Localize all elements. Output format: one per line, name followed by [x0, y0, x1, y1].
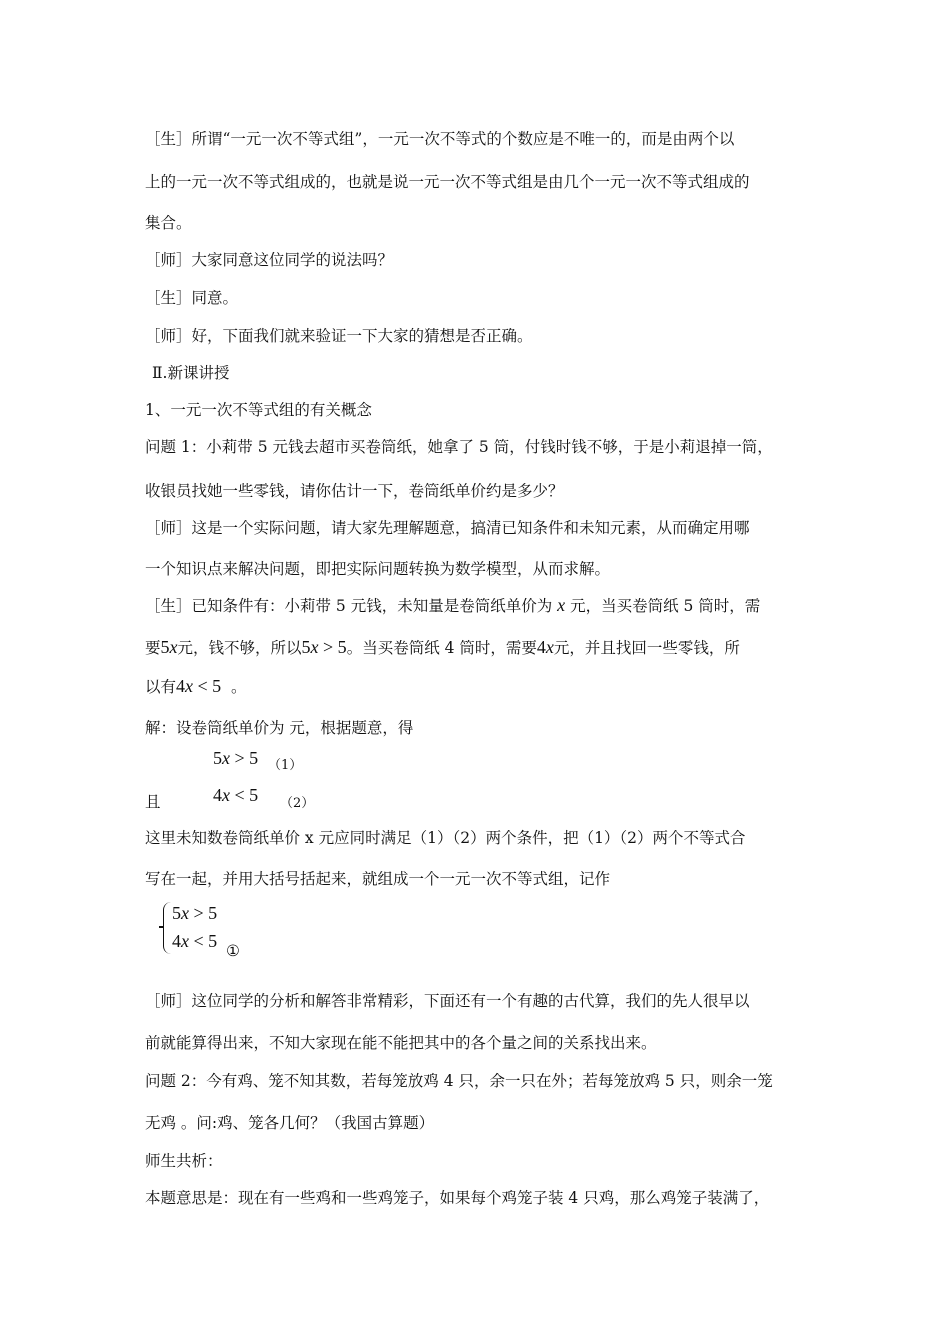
paragraph-line: 上的一元一次不等式组成的，也就是说一元一次不等式组是由几个一元一次不等式组成的 [145, 173, 750, 191]
math-expression: 4x [536, 637, 554, 657]
text-run: 。当买卷筒纸 4 筒时，需要 [346, 639, 537, 657]
equation-tag: （1） [268, 758, 303, 773]
paragraph-line [145, 636, 740, 658]
paragraph-line [145, 675, 247, 697]
text-run: 以有 [145, 678, 177, 696]
section-heading: Ⅱ.新课讲授 [152, 364, 230, 382]
paragraph-line: 本题意思是：现在有一些鸡和一些鸡笼子，如果每个鸡笼子装 4 只鸡，那么鸡笼子装满了， [145, 1189, 770, 1207]
paragraph-line [145, 594, 760, 616]
paragraph-line: 一个知识点来解决问题，即把实际问题转换为数学模型，从而求解。 [145, 560, 611, 578]
equation-2: 4x < 5 [213, 785, 259, 805]
paragraph-line: 解：设卷筒纸单价为 元，根据题意，得 [145, 719, 414, 737]
math-italic: x [557, 595, 566, 615]
text-run: 元，当买卷筒纸 5 筒时，需 [570, 597, 761, 615]
equation-tag: （2） [280, 796, 315, 811]
system-equation-2: 4x < 5 [172, 931, 218, 951]
paragraph-line: 问题 1：小莉带 5 元钱去超市买卷筒纸，她拿了 5 筒，付钱时钱不够，于是小莉退掉一筒， [145, 438, 773, 456]
paragraph-line: ［师］大家同意这位同学的说法吗？ [145, 251, 394, 269]
system-tag: ① [226, 942, 240, 960]
paragraph-line: ［生］同意。 [145, 289, 239, 307]
paragraph-line: 师生共析： [145, 1152, 223, 1170]
paragraph-line: 这里未知数卷筒纸单价 x 元应同时满足（1）（2）两个条件，把（1）（2）两个不等式合 [145, 829, 746, 847]
text-run: 元，钱不够，所以 [177, 639, 302, 657]
paragraph-line: ［师］这是一个实际问题，请大家先理解题意，搞清已知条件和未知元素，从而确定用哪 [145, 519, 750, 537]
conjunction: 且 [145, 793, 161, 811]
paragraph-line: 写在一起，并用大括号括起来，就组成一个一元一次不等式组，记作 [145, 870, 611, 888]
paragraph-line: 问题 2：今有鸡、笼不知其数，若每笼放鸡 4 只，余一只在外；若每笼放鸡 5 只，则余一笼 [145, 1072, 773, 1090]
system-equation-1: 5x > 5 [172, 903, 218, 923]
text-run: 要 [145, 639, 161, 657]
text-run: 元，并且找回一些零钱，所 [553, 639, 740, 657]
text-run: ［生］已知条件有：小莉带 5 元钱，未知量是卷筒纸单价为 [145, 597, 553, 615]
paragraph-line: ［生］所谓“一元一次不等式组”，一元一次不等式的个数应是不唯一的，而是由两个以 [145, 130, 735, 148]
math-expression: 5x [160, 637, 178, 657]
math-expression: 5x > 5 [301, 637, 347, 657]
paragraph-line: ［师］好，下面我们就来验证一下大家的猜想是否正确。 [145, 327, 533, 345]
paragraph-line: 前就能算得出来，不知大家现在能不能把其中的各个量之间的关系找出来。 [145, 1034, 657, 1052]
text-run: 。 [231, 678, 247, 696]
paragraph-line: 无鸡 。问:鸡、笼各几何？（我国古算题） [145, 1114, 435, 1132]
math-variable [557, 595, 565, 615]
paragraph-line: ［师］这位同学的分析和解答非常精彩，下面还有一个有趣的古代算，我们的先人很早以 [145, 992, 750, 1010]
system-brace [163, 902, 172, 954]
paragraph-line: 收银员找她一些零钱，请你估计一下，卷筒纸单价约是多少？ [145, 482, 564, 500]
paragraph-line: 集合。 [145, 214, 192, 232]
subsection-heading: 1、一元一次不等式组的有关概念 [145, 401, 372, 419]
math-expression: 4x < 5 [176, 676, 222, 696]
equation-1: 5x > 5 [213, 748, 259, 768]
